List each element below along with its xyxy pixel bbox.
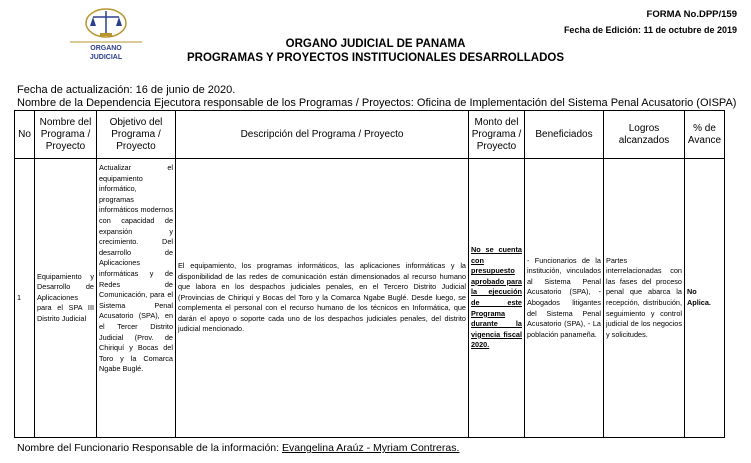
cell-progress: No Aplica. — [685, 159, 725, 438]
cell-beneficiaries: - Funcionarios de la institución, vinculados al Sistema Penal Acusatorio (SPA), - Abogados litigantes del Sistema Penal Acusatorio (SPA), - La población panameña. — [525, 159, 604, 438]
svg-text:ORGANO: ORGANO — [90, 45, 122, 52]
form-number: FORMA No.DPP/159 — [646, 9, 737, 20]
svg-text:JUDICIAL: JUDICIAL — [89, 54, 123, 61]
cell-objective: Actualizar el equipamiento informático, programas informáticos modernos con capacidad de expansión y crecimiento. Del desarrollo de Aplicaciones informáticas y de Redes de Comunicación, para el Sistema Penal Acusatorio (SPA), en el Tercer Distrito Judicial (Prov. de Chiriquí y Bocas del Toro y la Comarca Ngabe Buglé. — [97, 159, 176, 438]
header-achievements: Logros alcanzados — [604, 111, 685, 159]
cell-achievements: Partes interrelacionadas con las fases del proceso penal que abarca la recepción, distribución, seguimiento y control judicial de los negocios y solicitudes. — [604, 159, 685, 438]
programs-table — [14, 110, 725, 438]
header-beneficiaries: Beneficiados — [525, 111, 604, 159]
cell-no: 1 — [15, 159, 35, 438]
page-subtitle: PROGRAMAS Y PROYECTOS INSTITUCIONALES DESARROLLADOS — [187, 52, 564, 64]
cell-name: Equipamiento y Desarrollo de Aplicaciones para el SPA III Distrito Judicial — [35, 159, 97, 438]
dependency-line: Nombre de la Dependencia Ejecutora responsable de los Programas / Proyectos: Oficina de Implementación del Sistema Penal Acusatorio (OISPA) — [17, 97, 737, 109]
cell-amount: No se cuenta con presupuesto aprobado para la ejecución de este Programa durante la vigencia fiscal 2020. — [469, 159, 525, 438]
header-description: Descripción del Programa / Proyecto — [176, 111, 469, 159]
header-no: No — [15, 111, 35, 159]
table-header-row — [15, 111, 725, 159]
update-date: Fecha de actualización: 16 de junio de 2020. — [17, 84, 236, 96]
edition-date: Fecha de Edición: 11 de octubre de 2019 — [563, 25, 737, 35]
table-row — [15, 159, 725, 438]
cell-description: El equipamiento, los programas informáticos, las aplicaciones informáticas y la disponibilidad de las redes de comunicación están dimensionados al recurso humano que labora en los despachos judiciales penales, en el Tercero Distrito Judicial (Provincias de Chiriquí y Bocas del Toro y la Comarca Ngabe Buglé. Desde luego, se complementa el personal con el recurso humano de los técnicos en Informática, que darán el apoyo o soporte cada uno de los despachos judiciales penales, del distrito judicial mencionado. — [176, 159, 469, 438]
responsible-names: Evangelina Araúz - Myriam Contreras. — [281, 442, 460, 454]
page-title: ORGANO JUDICIAL DE PANAMA — [285, 38, 466, 50]
header-name: Nombre del Programa / Proyecto — [35, 111, 97, 159]
responsible-official-line — [17, 442, 459, 454]
header-amount: Monto del Programa / Proyecto — [469, 111, 525, 159]
header-objective: Objetivo del Programa / Proyecto — [97, 111, 176, 159]
header-progress: % de Avance — [685, 111, 725, 159]
responsible-label: Nombre del Funcionario Responsable de la información: — [17, 442, 282, 454]
